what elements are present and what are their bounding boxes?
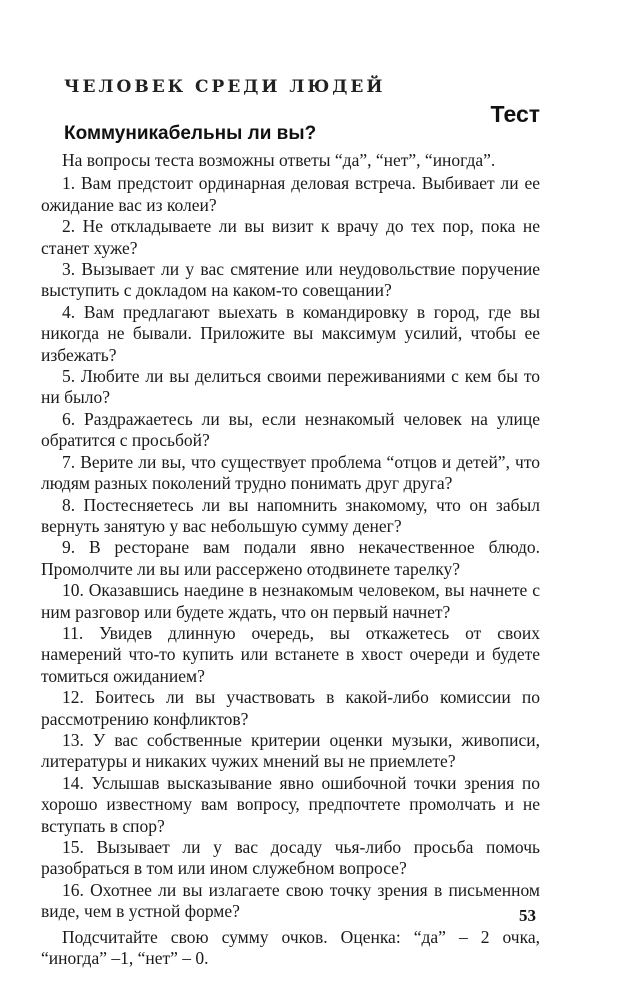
question-9: 9. В ресторане вам подали явно некачественное блюдо. Промолчите ли вы или рассержено отодвинете тарелку? [41, 537, 540, 579]
question-13: 13. У вас собственные критерии оценки музыки, живописи, литературы и никаких чужих мнений вы не приемлете? [41, 729, 540, 772]
question-12: 12. Боитесь ли вы участвовать в какой-либо комиссии по рассмотрению конфликтов? [41, 687, 540, 729]
question-8: 8. Постесняетесь ли вы напомнить знакомому, что он забыл вернуть занятую у вас небольшую сумму денег? [41, 494, 540, 536]
question-2: 2. Не откладываете ли вы визит к врачу до тех пор, пока не станет хуже? [41, 216, 540, 258]
test-intro: На вопросы теста возможны ответы “да”, “нет”, “иногда”. [62, 150, 496, 170]
page-number: 53 [519, 906, 536, 925]
question-1: 1. Вам предстоит ординарная деловая встреча. Выбивает ли ее ожидание вас из колеи? [41, 173, 540, 215]
question-10: 10. Оказавшись наедине в незнакомым человеком, вы начнете с ним разговор или будете ждать, что он первый начнет? [41, 580, 540, 622]
question-3: 3. Вызывает ли у вас смятение или неудовольствие поручение выступить с докладом на каком-то совещании? [41, 259, 540, 301]
question-7: 7. Верите ли вы, что существует проблема “отцов и детей”, что людям разных поколений трудно понимать друг друга? [41, 451, 540, 494]
question-15: 15. Вызывает ли у вас досаду чья-либо просьба помочь разобраться в том или ином служебном вопросе? [41, 837, 540, 879]
question-11: 11. Увидев длинную очередь, вы откажетесь от своих намерений что-то купить или встанете в хвост очереди и будете томиться ожиданием? [41, 622, 540, 686]
test-title: Коммуникабельны ли вы? [64, 123, 317, 144]
question-6: 6. Раздражаетесь ли вы, если незнакомый человек на улице обратится с просьбой? [41, 408, 540, 451]
question-14: 14. Услышав высказывание явно ошибочной точки зрения по хорошо известному вам вопросу, предпочтете промолчать и не вступать в спор? [41, 772, 540, 836]
scoring-instructions: Подсчитайте свою сумму очков. Оценка: “да” – 2 очка, “иногда” –1, “нет” – 0. [41, 926, 540, 969]
test-body [41, 150, 540, 969]
question-4: 4. Вам предлагают выехать в командировку в город, где вы никогда не бывали. Приложите вы максимум усилий, чтобы ее избежать? [41, 301, 540, 365]
question-5: 5. Любите ли вы делиться своими переживаниями с кем бы то ни было? [41, 366, 540, 408]
running-head: ЧЕЛОВЕК СРЕДИ ЛЮДЕЙ [64, 77, 386, 97]
test-label: Тест [490, 101, 540, 127]
question-16: 16. Охотнее ли вы излагаете свою точку зрения в письменном виде, чем в устной форме? [41, 879, 540, 922]
